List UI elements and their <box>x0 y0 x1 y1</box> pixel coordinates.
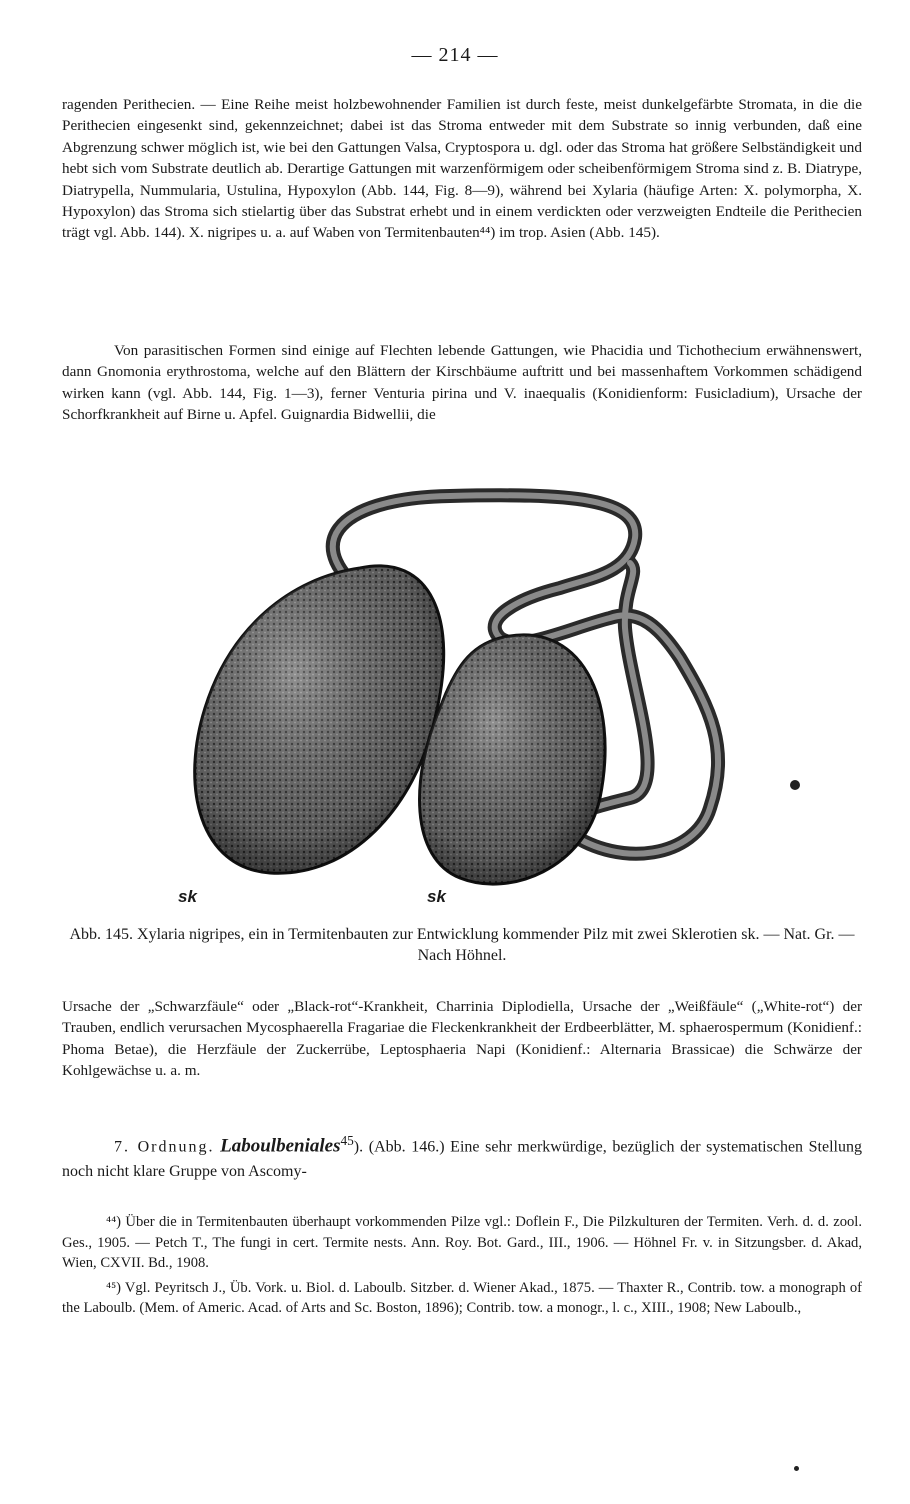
footnote-ref: 45 <box>340 1133 354 1148</box>
paragraph-diseases: Ursache der „Schwarzfäule“ oder „Black-rot“-Krankheit, Charrinia Diplodiella, Ursache der „Weißfäule“ („White-rot“) der Trauben, endlich verursachen Mycosphaerella Fragariae die Fleckenkrankheit der Erdbeerblätter, M. sphaerospermum (Konidienf.: Phoma Betae), die Herzfäule der Zuckerrübe, Leptosphaeria Napi (Konidienf.: Alternaria Brassicae) die Schwärze der Kohlgewächse u. a. m. <box>62 998 862 1080</box>
figure-label-sk-right: sk <box>427 887 446 906</box>
order-name: Laboulbeniales <box>220 1135 341 1157</box>
paragraph-laboulbeniales <box>62 1128 862 1184</box>
page-number: — 214 — <box>411 44 499 66</box>
figure-label-sk-left: sk <box>178 887 197 906</box>
scan-speck <box>794 1466 799 1471</box>
figure-caption: Abb. 145. Xylaria nigripes, ein in Termitenbauten zur Entwicklung kommender Pilz mit zwei Sklerotien sk. — Nat. Gr. — Nach Höhnel. <box>69 926 855 964</box>
figure-xylaria-nigripes <box>170 478 810 918</box>
paragraph-parasitic-forms: Von parasitischen Formen sind einige auf Flechten lebende Gattungen, wie Phacidia und Tichothecium erwähnenswert, dann Gnomonia erythrostoma, welche auf den Blättern der Kirschbäume auftritt und bei massenhaftem Vorkommen schädigend wirken kann (vgl. Abb. 144, Fig. 1—3), ferner Venturia pirina und V. inaequalis (Konidienform: Fusicladium), Ursache der Schorfkrankheit auf Birne u. Apfel. Guignardia Bidwellii, die <box>62 342 862 424</box>
footnotes <box>62 1212 862 1323</box>
scan-speck <box>790 780 800 790</box>
footnote-45: ⁴⁵) Vgl. Peyritsch J., Üb. Vork. u. Biol. d. Laboulb. Sitzber. d. Wiener Akad., 1875. — Thaxter R., Contrib. tow. a monograph of the Laboulb. (Mem. of Americ. Acad. of Arts and Sc. Boston, 1896); Contrib. tow. a monogr., l. c., XIII., 1908; New Laboulb., <box>62 1279 862 1316</box>
footnote-44: ⁴⁴) Über die in Termitenbauten überhaupt vorkommenden Pilze vgl.: Doflein F., Die Pilzkulturen der Termiten. Verh. d. d. zool. Ges., 1905. — Petch T., The fungi in cert. Termite nests. Ann. Roy. Bot. Gard., III., 1906. — Höhnel Fr. v. in Sitzungsber. d. Akad, Wien, CXVII. Bd., 1908. <box>62 1214 862 1271</box>
order-text: ). (Abb. 146.) Eine sehr merkwürdige, bezüglich der systematischen Stellung noch nicht klare Gruppe von Ascomy- <box>62 1138 862 1181</box>
order-number: 7. Ordnung. <box>114 1138 215 1156</box>
paragraph-stromata: ragenden Perithecien. — Eine Reihe meist holzbewohnender Familien ist durch feste, meist dunkelgefärbte Stromata, in die die Perithecien eingesenkt sind, gekennzeichnet; dabei ist das Stroma entweder mit dem Substrate so innig verbunden, daß eine Abgrenzung schwer möglich ist, wie bei den Gattungen Valsa, Cryptospora u. dgl. oder das Stroma hat größere Selbständigkeit und hebt sich vom Substrate deutlich ab. Derartige Gattungen mit warzenförmigem oder scheibenförmigem Stroma sind z. B. Diatrype, Diatrypella, Nummularia, Ustulina, Hypoxylon (Abb. 144, Fig. 8—9), während bei Xylaria (häufige Arten: X. polymorpha, X. Hypoxylon) das Stroma sich stielartig über das Substrat erhebt und in einem verdickten oder verzweigten Endteile die Perithecien trägt vgl. Abb. 144). X. nigripes u. a. auf Waben von Termitenbauten⁴⁴) im trop. Asien (Abb. 145). <box>62 96 862 242</box>
